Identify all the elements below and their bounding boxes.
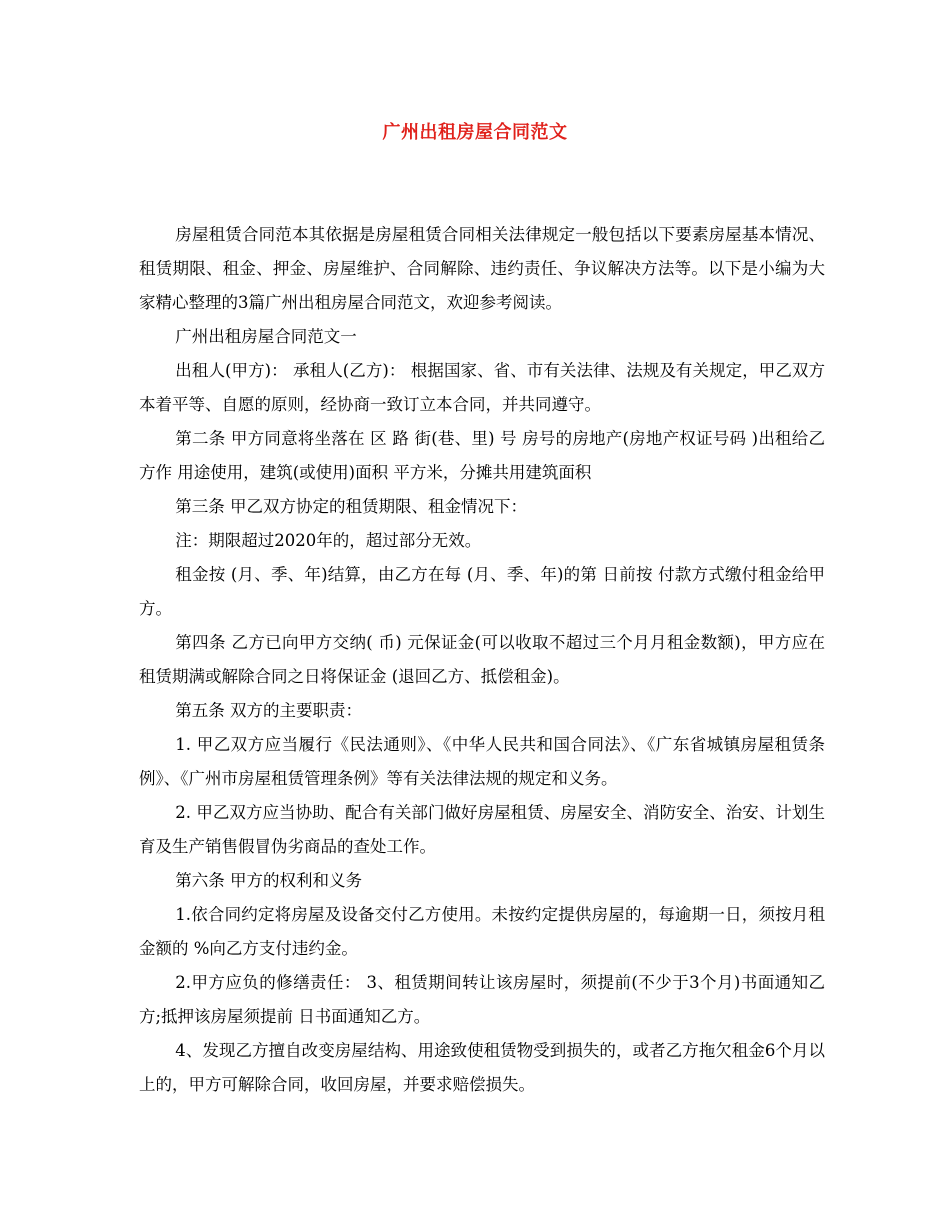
paragraph-article-6-item-1: 1.依合同约定将房屋及设备交付乙方使用。未按约定提供房屋的，每逾期一日，须按月租金额的 %向乙方支付违约金。	[139, 905, 825, 958]
document-body	[139, 218, 825, 1102]
paragraph-article-3: 第三条 甲乙双方协定的租赁期限、租金情况下：	[175, 497, 528, 516]
paragraph-section-heading: 广州出租房屋合同范文一	[175, 327, 357, 346]
paragraph-parties: 出租人(甲方)： 承租人(乙方)： 根据国家、省、市有关法律、法规及有关规定，甲乙双方本着平等、自愿的原则，经协商一致订立本合同，并共同遵守。	[139, 361, 825, 414]
paragraph-article-5-item-2: 2. 甲乙双方应当协助、配合有关部门做好房屋租赁、房屋安全、消防安全、治安、计划生育及生产销售假冒伪劣商品的查处工作。	[139, 803, 825, 856]
paragraph-article-6-item-4: 4、发现乙方擅自改变房屋结构、用途致使租赁物受到损失的，或者乙方拖欠租金6个月以上的，甲方可解除合同，收回房屋，并要求赔偿损失。	[139, 1041, 825, 1094]
paragraph-article-5-item-1: 1. 甲乙双方应当履行《民法通则》、《中华人民共和国合同法》、《广东省城镇房屋租赁条例》、《广州市房屋租赁管理条例》等有关法律法规的规定和义务。	[139, 735, 825, 788]
document-title: 广州出租房屋合同范文	[382, 122, 568, 143]
paragraph-note: 注：期限超过2020年的，超过部分无效。	[175, 531, 482, 550]
paragraph-rent-payment: 租金按 (月、季、年)结算，由乙方在每 (月、季、年)的第 日前按 付款方式缴付租金给甲方。	[139, 565, 825, 618]
paragraph-article-6: 第六条 甲方的权利和义务	[175, 871, 363, 890]
paragraph-intro: 房屋租赁合同范本其依据是房屋租赁合同相关法律规定一般包括以下要素房屋基本情况、租赁期限、租金、押金、房屋维护、合同解除、违约责任、争议解决方法等。以下是小编为大家精心整理的3篇广州出租房屋合同范文，欢迎参考阅读。	[139, 225, 825, 312]
paragraph-article-5: 第五条 双方的主要职责：	[175, 701, 363, 720]
paragraph-article-4: 第四条 乙方已向甲方交纳( 币) 元保证金(可以收取不超过三个月月租金数额)，甲方应在租赁期满或解除合同之日将保证金 (退回乙方、抵偿租金)。	[139, 633, 825, 686]
paragraph-article-2: 第二条 甲方同意将坐落在 区 路 街(巷、里) 号 房号的房地产(房地产权证号码 )出租给乙方作 用途使用，建筑(或使用)面积 平方米，分摊共用建筑面积	[139, 429, 825, 482]
paragraph-article-6-item-2: 2.甲方应负的修缮责任： 3、租赁期间转让该房屋时，须提前(不少于3个月)书面通知乙方;抵押该房屋须提前 日书面通知乙方。	[139, 973, 825, 1026]
